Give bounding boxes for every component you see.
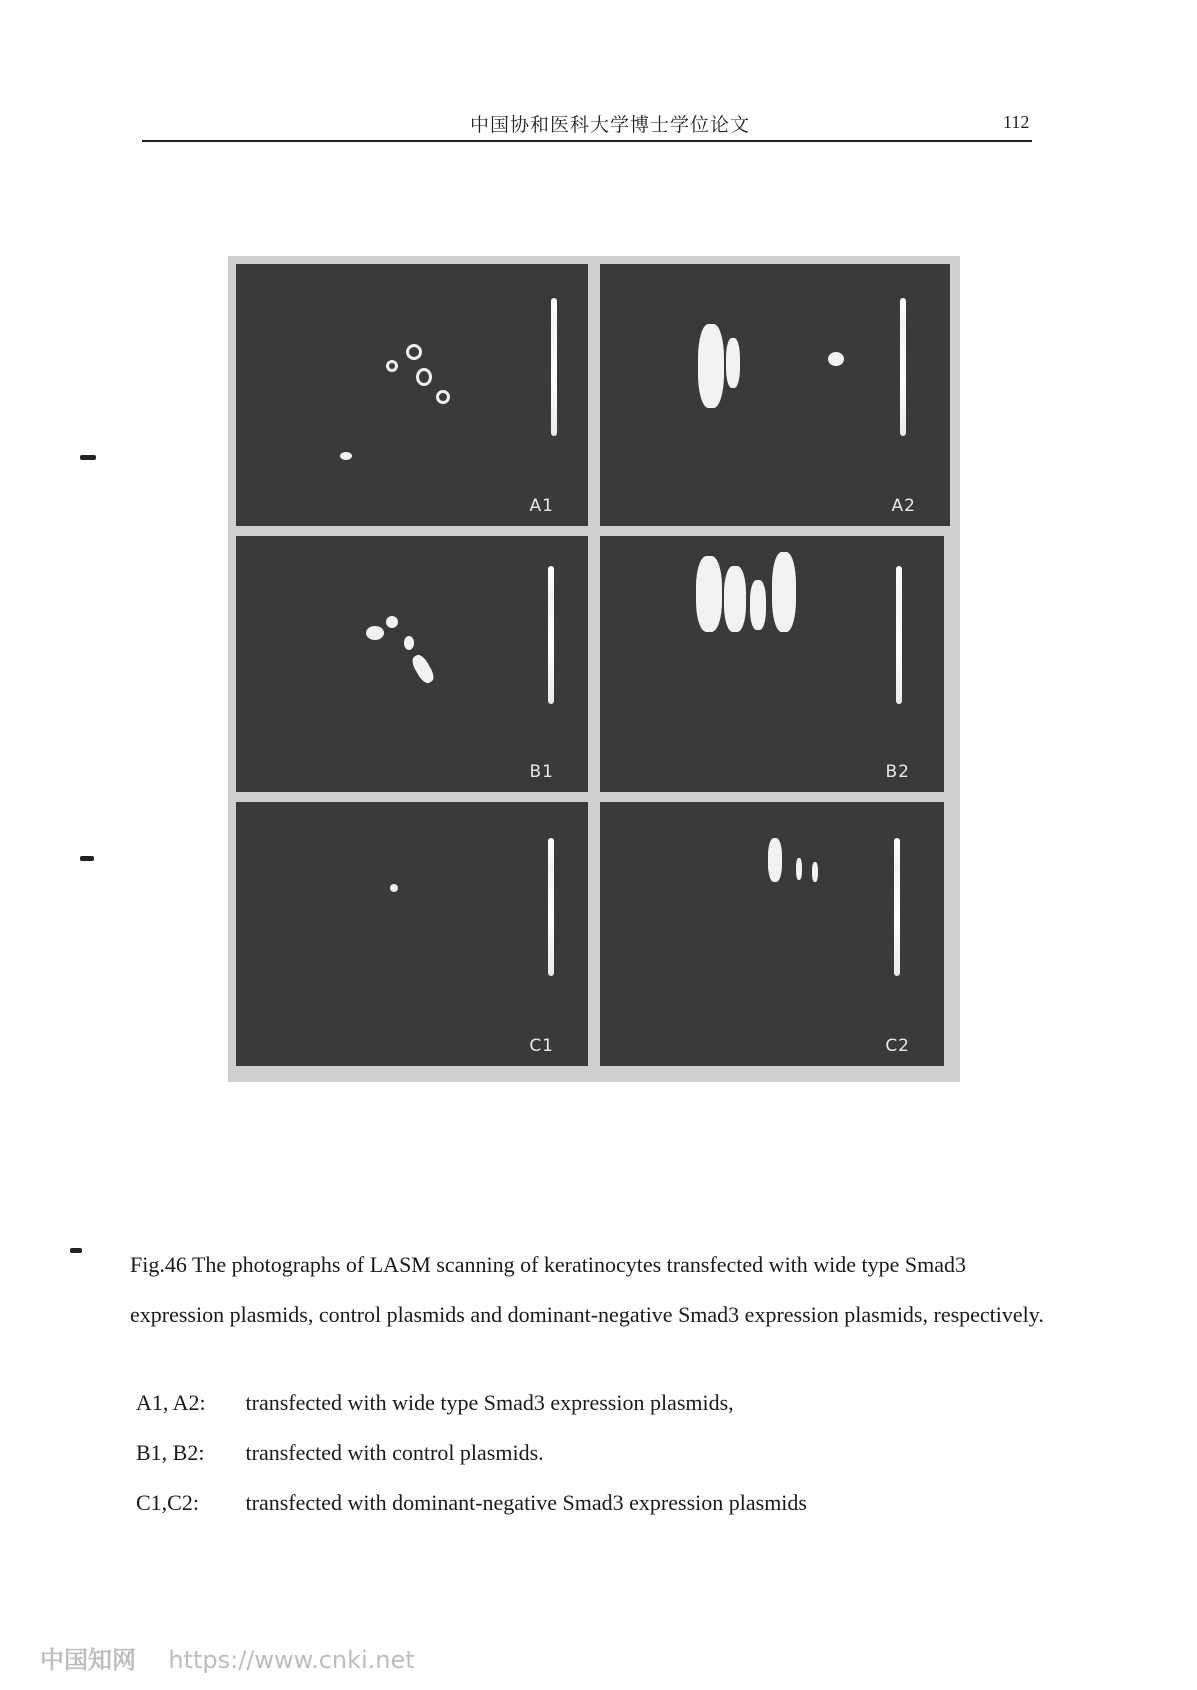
cell-signal bbox=[772, 552, 796, 632]
cell-signal bbox=[726, 338, 740, 388]
scale-bar bbox=[894, 838, 900, 976]
panel-label: B2 bbox=[885, 762, 910, 782]
cell-signal bbox=[796, 858, 802, 880]
scale-bar bbox=[900, 298, 906, 436]
panel-c2 bbox=[600, 802, 944, 1066]
watermark-brand: 中国知网 bbox=[40, 1646, 136, 1674]
cell-signal bbox=[386, 616, 398, 628]
cell-signal bbox=[768, 838, 782, 882]
cell-signal bbox=[386, 360, 398, 372]
cell-signal bbox=[724, 566, 746, 632]
scale-bar bbox=[548, 566, 554, 704]
legend-desc: transfected with wide type Smad3 expression plasmids, bbox=[245, 1390, 734, 1415]
legend-desc: transfected with control plasmids. bbox=[245, 1440, 544, 1465]
figure-grid bbox=[228, 256, 960, 1082]
panel-label: A2 bbox=[891, 496, 916, 516]
panel-a1 bbox=[236, 264, 588, 526]
panel-b1 bbox=[236, 536, 588, 792]
figure-caption: Fig.46 The photographs of LASM scanning of keratinocytes transfected with wide type Smad3 expression plasmids, control plasmids and dominant-negative Smad3 expression plasmids, respectively. bbox=[130, 1252, 1044, 1327]
panel-label: A1 bbox=[529, 496, 554, 516]
header-rule bbox=[142, 140, 1032, 142]
legend-key: B1, B2: bbox=[136, 1440, 205, 1465]
cell-signal bbox=[812, 862, 818, 882]
scale-bar bbox=[548, 838, 554, 976]
cell-signal bbox=[390, 884, 398, 892]
cell-signal bbox=[404, 636, 414, 650]
legend-item-c bbox=[136, 1490, 807, 1516]
cell-signal bbox=[409, 653, 436, 686]
margin-mark bbox=[80, 455, 96, 460]
scale-bar bbox=[551, 298, 557, 436]
cell-signal bbox=[696, 556, 722, 632]
cell-signal bbox=[416, 368, 432, 386]
cell-signal bbox=[406, 344, 422, 360]
margin-mark bbox=[70, 1248, 82, 1253]
legend-key: A1, A2: bbox=[136, 1390, 206, 1415]
cell-signal bbox=[750, 580, 766, 630]
legend-key: C1,C2: bbox=[136, 1490, 199, 1515]
margin-mark bbox=[80, 856, 94, 861]
panel-label: C1 bbox=[529, 1036, 554, 1056]
panel-c1 bbox=[236, 802, 588, 1066]
legend-item-b bbox=[136, 1440, 544, 1466]
watermark-url: https://www.cnki.net bbox=[168, 1646, 415, 1674]
cell-signal bbox=[828, 352, 844, 366]
panel-a2 bbox=[600, 264, 950, 526]
legend-desc: transfected with dominant-negative Smad3 expression plasmids bbox=[245, 1490, 807, 1515]
legend-item-a bbox=[136, 1390, 734, 1416]
cell-signal bbox=[436, 390, 450, 404]
scale-bar bbox=[896, 566, 902, 704]
panel-b2 bbox=[600, 536, 944, 792]
cell-signal bbox=[366, 626, 384, 640]
watermark bbox=[40, 1640, 415, 1675]
cell-signal bbox=[340, 452, 352, 460]
panel-label: C2 bbox=[885, 1036, 910, 1056]
panel-label: B1 bbox=[529, 762, 554, 782]
cell-signal bbox=[698, 324, 724, 408]
page-header-title: 中国协和医科大学博士学位论文 bbox=[470, 114, 751, 136]
page-number: 112 bbox=[1003, 112, 1030, 132]
